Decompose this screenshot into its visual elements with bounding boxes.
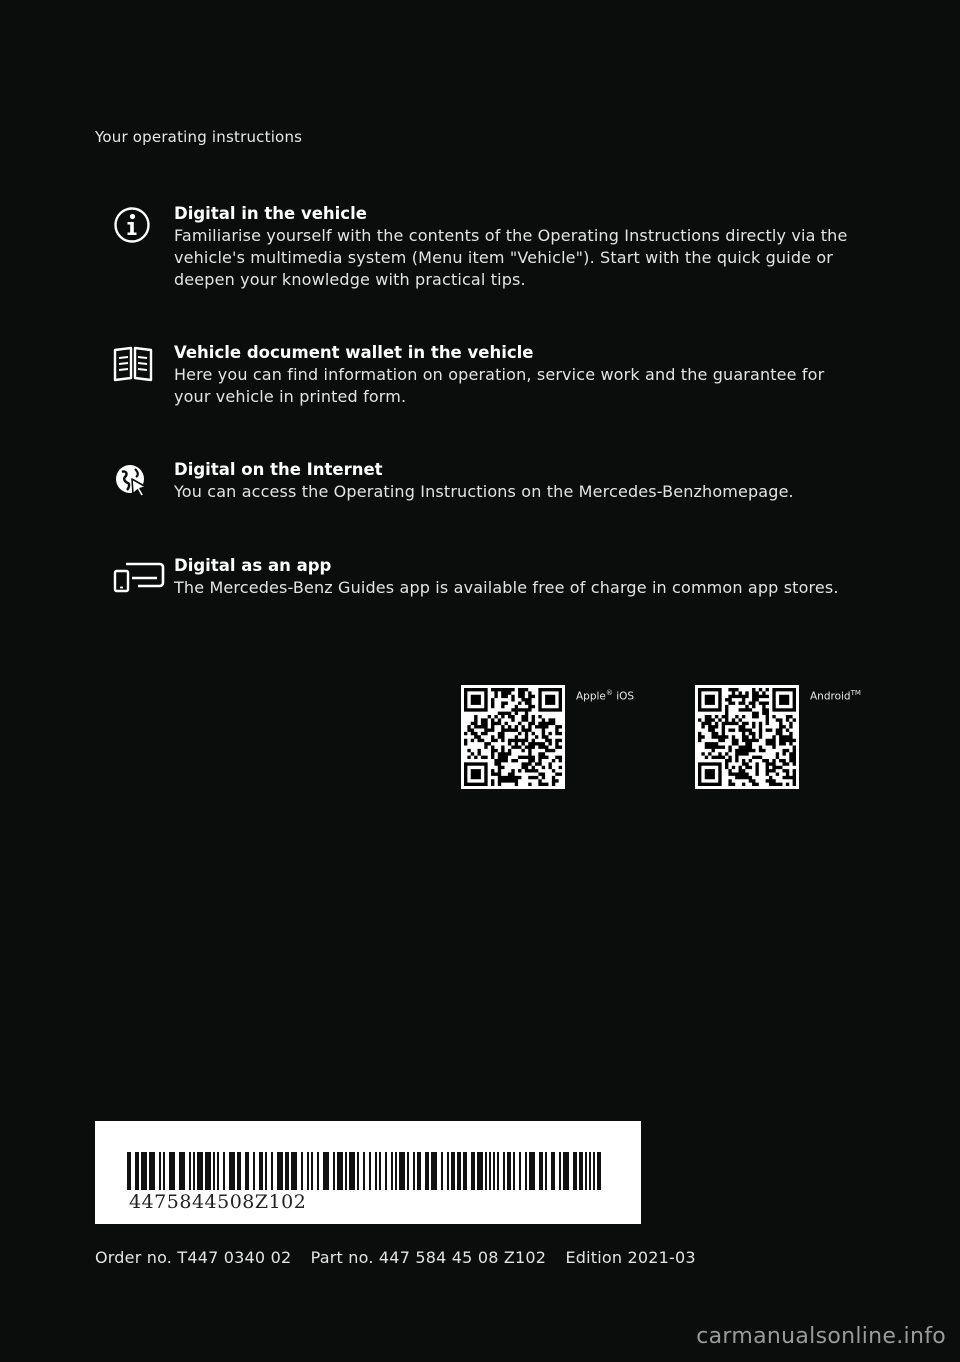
order-number: Order no. T447 0340 02 (95, 1248, 292, 1267)
qr-android-wrap (695, 685, 799, 793)
edition: Edition 2021-03 (565, 1248, 696, 1267)
page-title: Your operating instructions (95, 128, 303, 146)
qr-ios-wrap (461, 685, 565, 793)
watermark: carmanualsonline.info (696, 1324, 946, 1349)
info-icon (112, 205, 166, 245)
part-number: Part no. 447 584 45 08 Z102 (310, 1248, 547, 1267)
section-title: Digital on the Internet (174, 460, 383, 479)
qr-label-ios: Apple® iOS (576, 689, 635, 703)
section-body: Familiarise yourself with the contents of the Operating Instructions directly via the vehicle's multimedia system (Menu item "Vehicle"). Start with the quick guide or deepen your knowledge with practical tips. (174, 226, 848, 289)
globe-cursor-icon (112, 461, 166, 501)
section-title: Vehicle document wallet in the vehicle (174, 343, 534, 362)
section-body: The Mercedes-Benz Guides app is available free of charge in common app stores. (174, 578, 839, 597)
barcode-label (95, 1121, 641, 1224)
book-icon (112, 342, 166, 382)
qr-label-android: Android™ (810, 689, 861, 703)
qr-code-android[interactable] (695, 685, 799, 789)
barcode-number: 4475844508Z102 (129, 1191, 307, 1213)
footer (95, 1248, 710, 1267)
section-body: Here you can find information on operation, service work and the guarantee for your vehicle in printed form. (174, 365, 825, 406)
section-title: Digital in the vehicle (174, 204, 367, 223)
section-title: Digital as an app (174, 556, 332, 575)
qr-code-ios[interactable] (461, 685, 565, 789)
section-body: You can access the Operating Instructions on the Mercedes-Benzhomepage. (174, 482, 794, 501)
devices-icon (112, 559, 166, 599)
